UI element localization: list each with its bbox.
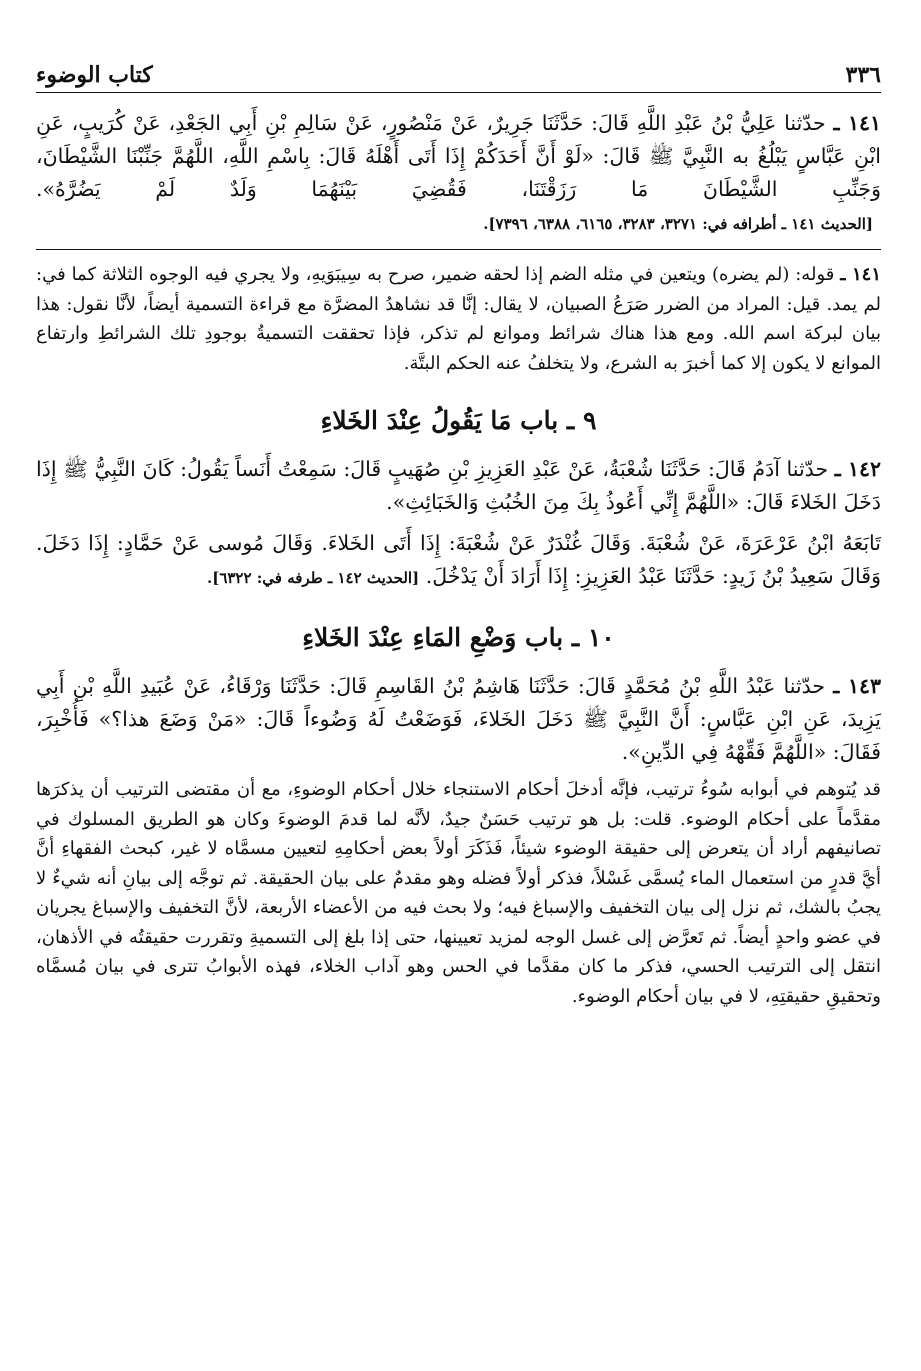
hadith-142-number: ١٤٢ ـ	[834, 457, 881, 481]
commentary-143-text: قد يُتوهم في أبوابه سُوءُ ترتيب، فإنَّه أدخلَ أحكام الاستنجاء خلال أحكام الوضوءِ، مع أن مقتضى الترتيب أن يذكرَها مقدَّماً على أحكام الوضوء. قلت: بل هو ترتيب حَسَنٌ جيدٌ، لأنَّه لما قدمَ الوضوءَ وكان هو الطريق المسلوك في تصانيفهم أراد أن يتعرض إلى حقيقة الوضوء شيئاً، فَذَكَرَ أولاً بعض أحكامِهِ لتعيين مسمَّاه لا غير، كبحث الفقهاءِ أنَّ أيَّ قدرٍ من استعمال الماء يُسمَّى غَسْلاً، فذكر أولاً فضله وهو مقدمٌ على بيان الحقيقة. ثم توجَّه إلى بيانِ أنه شيءٌ لا يجبُ بالشك، ثم نزل إلى بيان التخفيف والإسباغ فيه؛ ولا بحث فيه من الأعضاء الأربعة، لأنَّ التخفيف والإسباغ يجريان في عضو واحدٍ أيضاً. ثم تَعرَّض إلى غسل الوجه لمزيد تعيينها، حتى إذا بلغ إلى التسميةِ وتقررت حقيقتُه في الأذهان، انتقل إلى الترتيب الحسي، فذكر ما كان مقدَّما في الحس وهو آداب الخلاء، فهذه الأبوابُ تترى في بيان مُسمَّاه وتحقيقِ حقيقتِهِ، لا في بيان أحكام الوضوء.	[36, 779, 881, 1007]
running-header	[36, 52, 881, 88]
commentary-141-number: ١٤١ ـ	[840, 264, 881, 285]
commentary-141	[36, 260, 881, 378]
hadith-142-tabaahu-text: تَابَعَهُ ابْنُ عَرْعَرَةَ، عَنْ شُعْبَةَ. وَقَالَ غُنْدَرٌ عَنْ شُعْبَةَ: إِذَا أَتَى الخَلاءَ. وَقَالَ مُوسى عَنْ حَمَّادٍ: إِذَا دَخَلَ. وَقَالَ سَعِيدُ بْنُ زَيدٍ: حَدَّثَنَا عَبْدُ العَزِيزِ: إِذَا أَرَادَ أَنْ يَدْخُلَ.	[36, 531, 881, 588]
hadith-143	[36, 670, 881, 769]
commentary-143	[36, 775, 881, 1011]
hadith-141-text: حدّثنا عَلِيُّ بْنُ عَبْدِ اللَّهِ قَالَ: حَدَّثَنَا جَرِيرٌ، عَنْ مَنْصُورٍ، عَنْ سَالِمِ بْنِ أَبِي الجَعْدِ، عَنْ كُرَيبٍ، عَنِ ابْنِ عَبَّاسٍ يَبْلُغُ به النَّبِيَّ ﷺ قَالَ: «لَوْ أَنَّ أَحَدَكُمْ إِذَا أَتَى أَهْلَهُ قَالَ: بِاسْمِ اللَّهِ، اللَّهُمَّ جَنِّبْنَا الشَّيْطَانَ، وَجَنِّبِ الشَّيْطَانَ مَا رَزَقْتَنَا، فَقُضِيَ بَيْنَهُمَا وَلَدٌ لَمْ يَضُرَّهُ».	[36, 111, 881, 201]
hadith-141	[36, 107, 881, 241]
chapter-9-heading: ٩ ـ باب مَا يَقُولُ عِنْدَ الخَلاءِ	[320, 406, 597, 435]
hadith-141-number: ١٤١ ـ	[833, 111, 881, 135]
hadith-141-reference: [الحديث ١٤١ ـ أطرافه في: ٣٢٧١، ٣٢٨٣، ٦١٦٥، ٦٣٨٨، ٧٣٩٦].	[483, 215, 873, 233]
hadith-142-text: حدّثنا آدَمُ قَالَ: حَدَّثَنَا شُعْبَةُ، عَنْ عَبْدِ العَزِيزِ بْنِ صُهَيبٍ قَالَ: سَمِعْتُ أَنَساً يَقُولُ: كَانَ النَّبِيُّ ﷺ إِذَا دَخَلَ الخَلاءَ قَالَ: «اللَّهُمَّ إِنِّي أَعُوذُ بِكَ مِنَ الخُبُثِ وَالخَبَائِثِ».	[36, 457, 881, 514]
page-number: ٣٣٦	[845, 62, 881, 88]
hadith-142	[36, 453, 881, 519]
hadith-142-supporting-chains	[36, 527, 881, 595]
hadith-143-number: ١٤٣ ـ	[833, 674, 881, 698]
header-divider	[36, 92, 881, 93]
commentary-divider	[36, 249, 881, 250]
hadith-143-text: حدّثنا عَبْدُ اللَّهِ بْنُ مُحَمَّدٍ قَالَ: حَدَّثَنَا هَاشِمُ بْنُ القَاسِمِ قَالَ: حَدَّثَنَا وَرْقَاءُ، عَنْ عُبَيدِ اللَّهِ بْنِ أَبِي يَزِيدَ، عَنِ ابْنِ عَبَّاسٍ: أَنَّ النَّبِيَّ ﷺ دَخَلَ الخَلاءَ، فَوَضَعْتُ لَهُ وَضُوءاً قَالَ: «مَنْ وَضَعَ هذا؟» فَأُخْبِرَ، فَقَالَ: «اللَّهُمَّ فَقِّهْهُ فِي الدِّينِ».	[36, 674, 881, 764]
hadith-142-reference: [الحديث ١٤٢ ـ طرفه في: ٦٣٢٢].	[206, 569, 420, 587]
book-page	[36, 52, 881, 1341]
commentary-141-text: قوله: (لم يضره) ويتعين في مثله الضم إذا لحقه ضمير، صرح به سِيبَوَيهِ، ولا يجري فيه الوجوه الثلاثة كما في: لم يمد. قيل: المراد من الضرر صَرَعُ الصبيان، لا يقال: إنَّا قد نشاهدُ المضرَّة مع قراءة التسمية أيضاً، لأنَّا نقول: هذا بيان لبركة اسم الله. ومع هذا هناك شرائط وموانع لم تذكر، فإذا تحققت التسميةُ بوجودِ تلك الشرائطِ وارتفاع الموانع لا يكون إلا كما أخبرَ به الشرع، ولا يتخلفُ عنه الحكم البتَّة.	[36, 264, 881, 374]
book-title: كتاب الوضوء	[36, 62, 153, 88]
chapter-10-heading: ١٠ ـ باب وَضْعِ المَاءِ عِنْدَ الخَلاءِ	[302, 623, 615, 652]
